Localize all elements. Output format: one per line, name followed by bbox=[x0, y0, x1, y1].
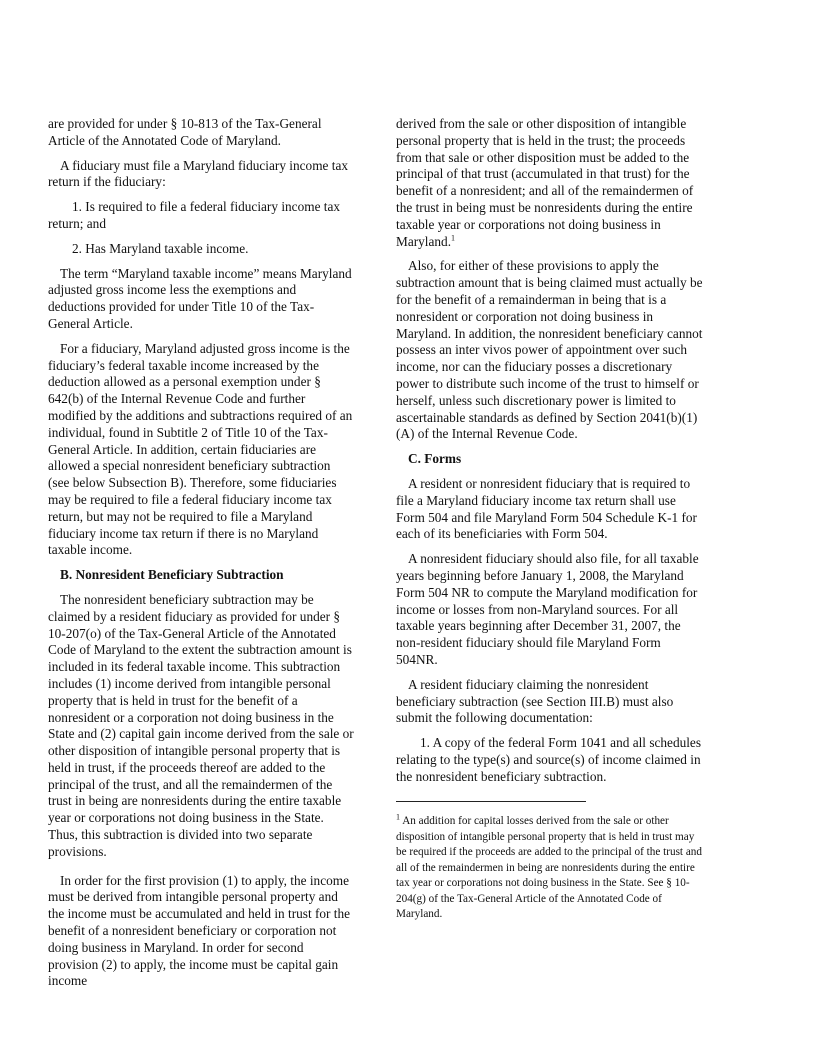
footnote-reference: 1 bbox=[451, 233, 456, 243]
left-column bbox=[48, 116, 354, 998]
list-item: 2. Has Maryland taxable income. bbox=[72, 240, 249, 256]
right-column bbox=[396, 116, 703, 922]
paragraph-text: derived from the sale or other disposition of intangible personal property that is held in the trust; the proceeds from that sale or other disposition must be added to the principal of that trust (accumulated in that trust) for the benefit of a nonresident; and all of the remaindermen of the trust in being must be nonresidents during the entire taxable year or corporations not doing business in Maryland. bbox=[396, 116, 694, 249]
footnote-divider bbox=[396, 801, 586, 802]
paragraph: Also, for either of these provisions to apply the subtraction amount that is being claimed must actually be for the benefit of a remainderman in being that is a nonresident or corporation not doing business in Maryland. In addition, the nonresident beneficiary cannot possess an inter vivos power of appointment over such income, nor can the fiduciary posses a discretionary power to distribute such income of the trust to himself or herself, unless such discretionary power is limited to ascertainable standards as defined by Section 2041(b)(1)(A) of the Internal Revenue Code. bbox=[396, 258, 703, 442]
footnote bbox=[396, 814, 703, 922]
paragraph: The nonresident beneficiary subtraction may be claimed by a resident fiduciary as provided for under § 10-207(o) of the Tax-General Article of the Annotated Code of Maryland to the extent the subtraction amount is included in its federal taxable income. This subtraction includes (1) income derived from intangible personal property that is held in trust for the benefit of a nonresident or a corporation not doing business in the State and (2) capital gain income derived from the sale or other disposition of intangible personal property that is held in trust, if the proceeds thereof are added to the principal of the trust, and all the remaindermen of the trust in being are nonresidents during the entire taxable year or corporations not doing business in the State. Thus, this subtraction is divided into two separate provisions. bbox=[48, 591, 354, 859]
paragraph: A resident or nonresident fiduciary that is required to file a Maryland fiduciary income tax return shall use Form 504 and file Maryland Form 504 Schedule K-1 for each of its beneficiaries with Form 504. bbox=[396, 475, 697, 542]
section-heading: B. Nonresident Beneficiary Subtraction bbox=[60, 567, 284, 583]
footnote-text: An addition for capital losses derived from the sale or other disposition of intangible personal property that is held in trust may be required if the proceeds are added to the principal of the trust and all of the remaindermen in being are nonresidents during the entire tax year or corporations not doing business in the State. See § 10-204(g) of the Tax-General Article of the Annotated Code of Maryland. bbox=[396, 815, 702, 920]
section-heading: C. Forms bbox=[408, 451, 462, 467]
paragraph: In order for the first provision (1) to apply, the income must be derived from intangible personal property and the income must be accumulated and held in trust for the benefit of a nonresident beneficiary or corporation not doing business in Maryland. In order for second provision (2) to apply, the income must be capital gain income bbox=[48, 872, 351, 989]
paragraph: A nonresident fiduciary should also file, for all taxable years beginning before January 1, 2008, the Maryland Form 504 NR to compute the Maryland modification for income or losses from non-Maryland sources. For all taxable years beginning after December 31, 2007, the non-resident fiduciary should file Maryland Form 504NR. bbox=[396, 551, 699, 667]
paragraph: For a fiduciary, Maryland adjusted gross income is the fiduciary’s federal taxable income increased by the deduction allowed as a personal exemption under § 642(b) of the Internal Revenue Code and further modified by the additions and subtractions required of an individual, found in Subtitle 2 of Title 10 of the Tax-General Article. In addition, certain fiduciaries are allowed a special nonresident beneficiary subtraction (see below Subsection B). Therefore, some fiduciaries may be required to file a federal fiduciary income tax return, but may not be required to file a Maryland fiduciary income tax return if there is no Maryland taxable income. bbox=[48, 340, 353, 558]
list-item: 1. Is required to file a federal fiduciary income tax return; and bbox=[48, 199, 341, 231]
paragraph: are provided for under § 10-813 of the Tax-General Article of the Annotated Code of Maryland. bbox=[48, 116, 322, 148]
list-item: 1. A copy of the federal Form 1041 and all schedules relating to the type(s) and source(s) of income claimed in the nonresident beneficiary subtraction. bbox=[396, 735, 702, 784]
paragraph: A fiduciary must file a Maryland fiduciary income tax return if the fiduciary: bbox=[48, 157, 349, 190]
paragraph bbox=[396, 116, 703, 250]
paragraph: The term “Maryland taxable income” means Maryland adjusted gross income less the exemptions and deductions provided for under Title 10 of the Tax-General Article. bbox=[48, 265, 352, 331]
paragraph: A resident fiduciary claiming the nonresident beneficiary subtraction (see Section III.B) must also submit the following documentation: bbox=[396, 676, 674, 726]
footnote-marker: 1 bbox=[396, 812, 400, 822]
